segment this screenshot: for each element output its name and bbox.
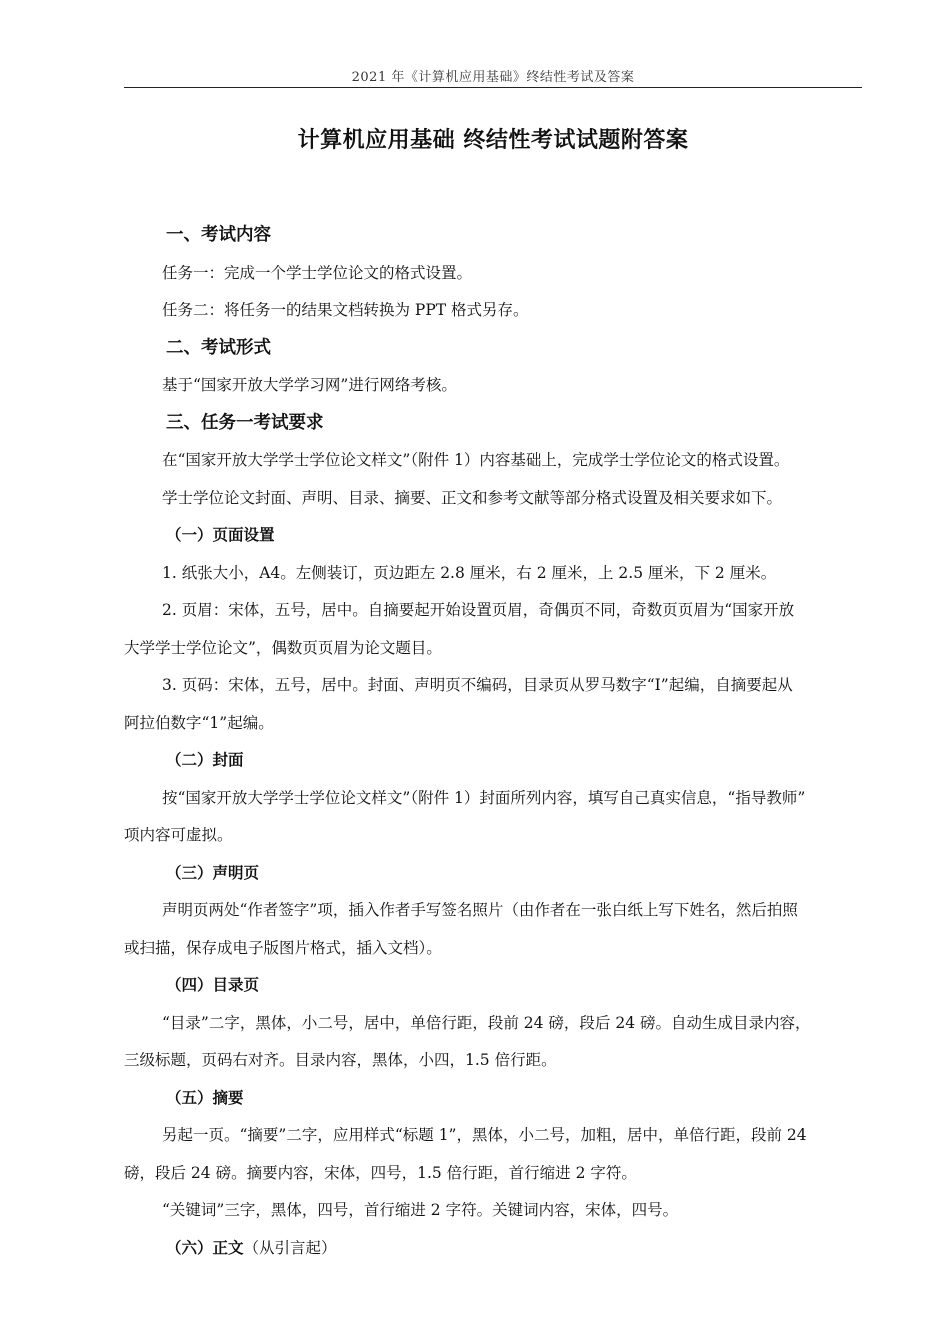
paragraph-declaration-line2: 或扫描，保存成电子版图片格式，插入文档）。 (124, 938, 442, 957)
paragraph-exam-format: 基于“国家开放大学学习网”进行网络考核。 (162, 376, 457, 394)
item-page-number-line1: 3. 页码：宋体，五号，居中。封面、声明页不编码，目录页从罗马数字“I”起编，自摘要起从 (162, 676, 793, 694)
paragraph-cover-line2: 项内容可虚拟。 (124, 826, 233, 844)
paragraph-toc-line2: 三级标题，页码右对齐。目录内容，黑体，小四，1.5 倍行距。 (124, 1051, 557, 1069)
section-heading-exam-content: 一、考试内容 (166, 225, 271, 245)
subheading-cover: （二）封面 (166, 751, 244, 769)
paragraph-abstract-line2: 磅，段后 24 磅。摘要内容，宋体，四号，1.5 倍行距，首行缩进 2 字符。 (124, 1163, 637, 1182)
subheading-main-text (124, 1230, 862, 1268)
section-heading-exam-format: 二、考试形式 (166, 337, 271, 358)
paragraph-cover-line1: 按“国家开放大学学士学位论文样文”（附件 1）封面所列内容，填写自己真实信息，“指导教师” (162, 788, 806, 807)
paragraph-toc-line1: “目录”二字，黑体，小二号，居中，单倍行距，段前 24 磅，段后 24 磅。自动生成目录内容， (162, 1013, 811, 1032)
item-paper-size: 1. 纸张大小，A4。左侧装订，页边距左 2.8 厘米，右 2 厘米，上 2.5 厘米，下 2 厘米。 (162, 563, 777, 582)
paragraph-keywords: “关键词”三字，黑体，四号，首行缩进 2 字符。关键词内容，宋体，四号。 (162, 1201, 679, 1219)
paragraph-requirements-intro: 在“国家开放大学学士学位论文样文”（附件 1）内容基础上，完成学士学位论文的格式设置。 (162, 451, 790, 469)
subheading-main-text-label: （六）正文 (166, 1238, 244, 1257)
item-page-number-line2: 阿拉伯数字“1”起编。 (124, 713, 274, 732)
item-header-line1: 2. 页眉：宋体，五号，居中。自摘要起开始设置页眉，奇偶页不同，奇数页页眉为“国家开放 (162, 601, 795, 619)
paragraph-abstract-line1: 另起一页。“摘要”二字，应用样式“标题 1”，黑体，小二号，加粗，居中，单倍行距，段前 24 (162, 1126, 807, 1144)
subheading-abstract: （五）摘要 (166, 1088, 244, 1107)
subheading-declaration: （三）声明页 (166, 863, 260, 882)
paragraph-task-two: 任务二：将任务一的结果文档转换为 PPT 格式另存。 (162, 301, 529, 319)
document-title: 计算机应用基础 终结性考试试题附答案 (297, 128, 689, 153)
document-body (124, 217, 862, 1267)
paragraph-declaration-line1: 声明页两处“作者签字”项，插入作者手写签名照片（由作者在一张白纸上写下姓名，然后拍照 (162, 901, 798, 919)
paragraph-requirements-list: 学士学位论文封面、声明、目录、摘要、正文和参考文献等部分格式设置及相关要求如下。 (162, 488, 783, 507)
section-heading-task-one-requirements: 三、任务一考试要求 (166, 412, 324, 433)
paragraph-task-one: 任务一：完成一个学士学位论文的格式设置。 (162, 263, 473, 282)
subheading-page-setup: （一）页面设置 (166, 526, 275, 544)
subheading-toc: （四）目录页 (166, 976, 260, 994)
header-divider (124, 87, 862, 88)
subheading-main-text-note: （从引言起） (243, 1238, 337, 1257)
page-header: 2021 年《计算机应用基础》终结性考试及答案 (351, 70, 635, 85)
item-header-line2: 大学学士学位论文”，偶数页页眉为论文题目。 (124, 638, 442, 657)
